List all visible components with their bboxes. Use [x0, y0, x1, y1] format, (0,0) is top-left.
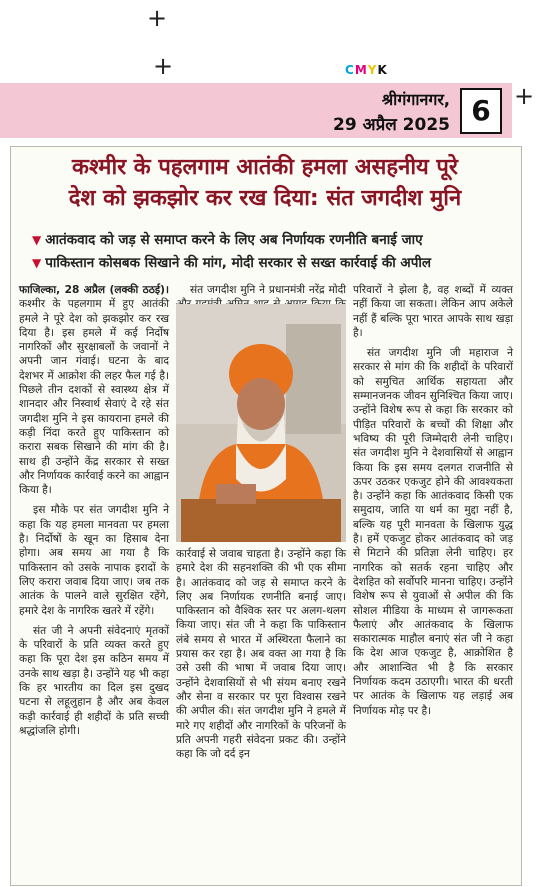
triangle-bullet-icon: ▼: [32, 233, 42, 247]
page-number: 6: [460, 88, 502, 134]
cmyk-y: Y: [367, 63, 378, 77]
cmyk-marks: [345, 63, 388, 77]
article-dateline: फाजिल्का, 28 अप्रैल (लक्की ठठई)।: [19, 284, 169, 296]
cmyk-k: K: [377, 63, 388, 77]
paragraph: संत जगदीश मुनि जी महाराज ने सरकार से मांग की कि शहीदों के परिवारों को समुचित आर्थिक सहायता और सम्मानजनक जीवन सुनिश्चित किया जाए। उन्होंने विशेष रूप से कहा कि सरकार को पीड़ित परिवारों के बच्चों की शिक्षा और भविष्य की पूरी जिम्मेदारी लेनी चाहिए। संत जगदीश मुनि ने देशवासियों से आह्वान किया कि इस समय दलगत राजनीति से ऊपर उठकर एकजुट होने की आवश्यकता है। उन्होंने कहा कि आतंकवाद किसी एक समुदाय, जाति या धर्म का मुद्दा नहीं है, बल्कि यह पूरी मानवता के खिलाफ युद्ध है। हमें एकजुट होकर आतंकवाद को जड़ से मिटाने की प्रतिज्ञा लेनी चाहिए। हर नागरिक को सतर्क रहना चाहिए और देशहित को सर्वोपरि मानना चाहिए। उन्होंने विशेष रूप से युवाओं से अपील की कि सोशल मीडिया के माध्यम से जागरूकता फैलाएं और आतंकवाद के खिलाफ सकारात्मक माहौल बनाएं संत जी ने कहा कि देश आज एकजुट है, आक्रोशित है और आशान्वित भी है कि सरकार निर्णायक कदम उठाएगी। भारत की धरती पर आतंक के खिलाफ यह लड़ाई अब निर्णायक मोड़ पर है।: [353, 347, 513, 717]
paragraph: कार्रवाई से जवाब चाहता है। उन्होंने कहा कि हमारे देश की सहनशक्ति की भी एक सीमा है। आतंकवाद को जड़ से समाप्त करने के लिए अब निर्णायक रणनीति बनाई जाए। पाकिस्तान को वैश्विक स्तर पर अलग-थलग किया जाए। संत जी ने कहा कि पाकिस्तान लंबे समय से भारत में अस्थिरता फैलाने का प्रयास कर रहा है। अब वक्त आ गया है कि उसे उसी की भाषा में जवाब दिया जाए। उन्होंने देशवासियों से भी संयम बनाए रखने और सेना व सरकार पर पूरा विश्वास रखने की अपील की। संत जगदीश मुनि ने हमले में मारे गए शहीदों और नागरिकों के परिजनों के प्रति अपनी गहरी संवेदना प्रकट की। उन्होंने कहा कि जो दर्द इन: [176, 548, 346, 761]
registration-mark: +: [147, 4, 168, 32]
saint-portrait-icon: [176, 304, 346, 542]
registration-mark: +: [514, 82, 535, 110]
edition-date: 29 अप्रैल 2025: [333, 115, 450, 135]
cmyk-m: M: [354, 63, 368, 77]
headline-line-1: कश्मीर के पहलगाम आतंकी हमला असहनीय पूरे: [72, 155, 458, 180]
cmyk-c: C: [345, 63, 355, 77]
paragraph: संत जी ने अपनी संवेदनाएं मृतकों के परिवारों के प्रति व्यक्त करते हुए कहा कि पूरा देश इस कठिन समय में उनके साथ खड़ा है। उन्होंने यह भी कहा कि हर भारतीय का दिल इस दुखद घटना से लहूलुहान है और अब केवल कड़ी कार्रवाई ही शहीदों के प्रति सच्ची श्रद्धांजलि होगी।: [19, 624, 169, 737]
subheading-text: पाकिस्तान कोसबक सिखाने की मांग, मोदी सरकार से सख्त कार्रवाई की अपील: [45, 255, 432, 271]
paragraph-text: कश्मीर के पहलगाम में हुए आतंकी हमले ने पूरे देश को झकझोर कर रख दिया है। इस हमले में कई निर्दोष नागरिकों और सुरक्षाबलों के जवानों ने अपनी जान गंवाई। घटना के बाद देशभर में आक्रोश की लहर फैल गई है। पिछले तीन दशकों से स्वास्थ्य क्षेत्र में शानदार और निस्वार्थ सेवाएं दे रहे संत जगदीश मुनि ने इस कायराना हमले की कड़ी निंदा करते हुए पाकिस्तान को करारा सबक सिखाने की मांग की है। साथ ही उन्होंने केंद्र सरकार से सख्त और निर्णायक कार्रवाई करने का आह्वान किया है।: [19, 298, 169, 497]
triangle-bullet-icon: ▼: [32, 256, 42, 270]
article-column-3: [353, 283, 513, 724]
paragraph: संत जगदीश मुनि ने प्रधानमंत्री नरेंद्र मोदी: [190, 284, 346, 296]
article-headline: [10, 152, 520, 214]
city-name: श्रीगंगानगर,: [381, 90, 450, 109]
paragraph: इस मौके पर संत जगदीश मुनि ने कहा कि यह हमला मानवता पर हमला है। निर्दोषों के खून का हिसाब देना होगा। अब समय आ गया है कि पाकिस्तान को उसके नापाक इरादों के लिए करारा जवाब दिया जाए। जब तक आतंक के पालने वाले सुरक्षित रहेंगे, हमारे देश के नागरिक खतरे में रहेंगे।: [19, 504, 169, 617]
registration-mark: +: [153, 52, 174, 80]
article-column-2-bottom: [176, 547, 346, 767]
saint-photo: [176, 304, 346, 542]
paragraph: परिवारों ने झेला है, वह शब्दों में व्यक्त नहीं किया जा सकता। लेकिन आप अकेले नहीं हैं बल्कि पूरा भारत आपके साथ खड़ा है।: [353, 284, 513, 339]
subheading-1: [32, 230, 423, 248]
subheading-text: आतंकवाद को जड़ से समाप्त करने के लिए अब निर्णायक रणनीति बनाई जाए: [45, 232, 423, 248]
paragraph: [19, 283, 169, 497]
headline-line-2: देश को झकझोर कर रख दिया: संत जगदीश मुनि: [68, 186, 462, 211]
subheading-2: [32, 253, 431, 271]
article-column-1: [19, 283, 169, 744]
